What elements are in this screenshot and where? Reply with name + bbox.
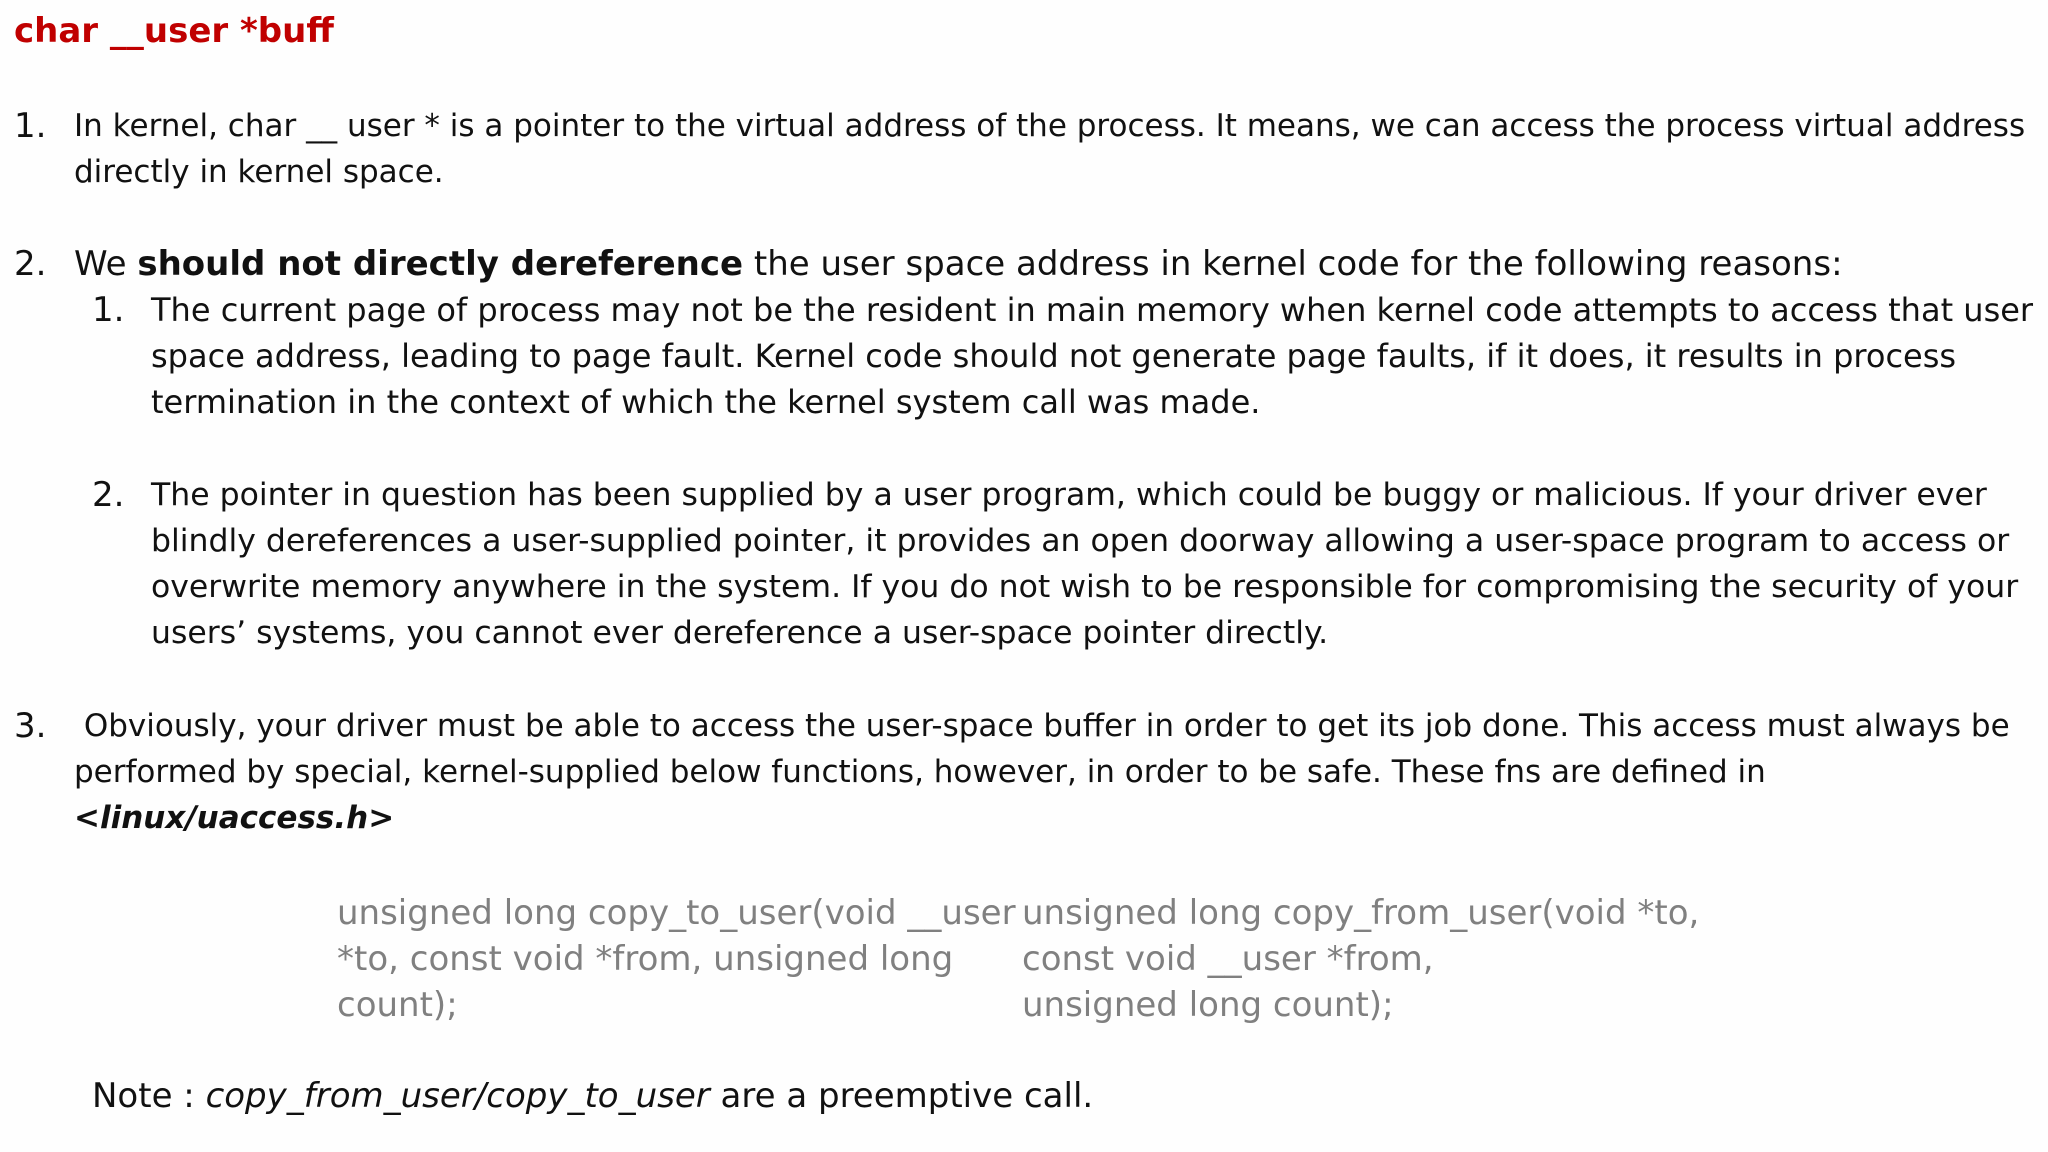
code-right-line-2: const void __user *from, — [1022, 939, 1434, 979]
sublist-item-2-line-1: The pointer in question has been supplied by a user program, which could be buggy or malicious. If your driver ever — [151, 477, 1987, 513]
sublist-number-2: 2. — [92, 475, 125, 515]
list-item-1-line-1: In kernel, char __ user * is a pointer to the virtual address of the process. It means, we can access the process virtual address — [74, 108, 2026, 144]
list-item-3 — [74, 703, 2010, 841]
header-file-name: <linux/uaccess.h> — [74, 800, 395, 836]
sublist-item-1-line-1: The current page of process may not be the resident in main memory when kernel code attempts to access that user — [151, 291, 2034, 329]
note-suffix: are a preemptive call. — [709, 1076, 1094, 1116]
list-item-2-lead — [74, 241, 1843, 287]
code-right-line-3: unsigned long count); — [1022, 985, 1394, 1025]
list-number-1: 1. — [14, 106, 47, 146]
sublist-item-2-line-4: users’ systems, you cannot ever dereference a user-space pointer directly. — [151, 615, 1329, 651]
list-number-2: 2. — [14, 244, 47, 284]
copy-from-user-signature — [1022, 890, 1699, 1028]
list-item-2-lead-rest: the user space address in kernel code for the following reasons: — [743, 244, 1843, 284]
list-item-3-line-2: performed by special, kernel-supplied below functions, however, in order to be safe. These fns are defined in — [74, 754, 1766, 790]
sublist-item-2 — [151, 472, 2018, 656]
code-left-line-3: count); — [337, 985, 458, 1025]
slide-title: char __user *buff — [14, 11, 334, 51]
sublist-number-1: 1. — [92, 290, 125, 330]
list-item-2-emphasis: should not directly dereference — [137, 244, 744, 284]
code-left-line-2: *to, const void *from, unsigned long — [337, 939, 954, 979]
list-item-2-lead-text: We — [74, 244, 138, 284]
code-right-line-1: unsigned long copy_from_user(void *to, — [1022, 893, 1700, 933]
list-item-1-line-2: directly in kernel space. — [74, 154, 444, 190]
note — [92, 1073, 1093, 1119]
sublist-item-1-line-2: space address, leading to page fault. Kernel code should not generate page faults, if it does, it results in process — [151, 337, 1957, 375]
list-item-1 — [74, 103, 2025, 195]
sublist-item-2-line-2: blindly dereferences a user-supplied pointer, it provides an open doorway allowing a user-space program to access or — [151, 523, 2010, 559]
sublist-item-1 — [151, 287, 2033, 425]
copy-to-user-signature — [337, 890, 1016, 1028]
note-prefix: Note : — [92, 1076, 206, 1116]
list-number-3: 3. — [14, 706, 47, 746]
code-left-line-1: unsigned long copy_to_user(void __user — [337, 893, 1016, 933]
note-function-names: copy_from_user/copy_to_user — [205, 1076, 710, 1116]
sublist-item-2-line-3: overwrite memory anywhere in the system. If you do not wish to be responsible for compromising the security of your — [151, 569, 2019, 605]
list-item-3-line-1: Obviously, your driver must be able to access the user-space buffer in order to get its job done. This access must always be — [74, 708, 2010, 744]
sublist-item-1-line-3: termination in the context of which the kernel system call was made. — [151, 383, 1261, 421]
